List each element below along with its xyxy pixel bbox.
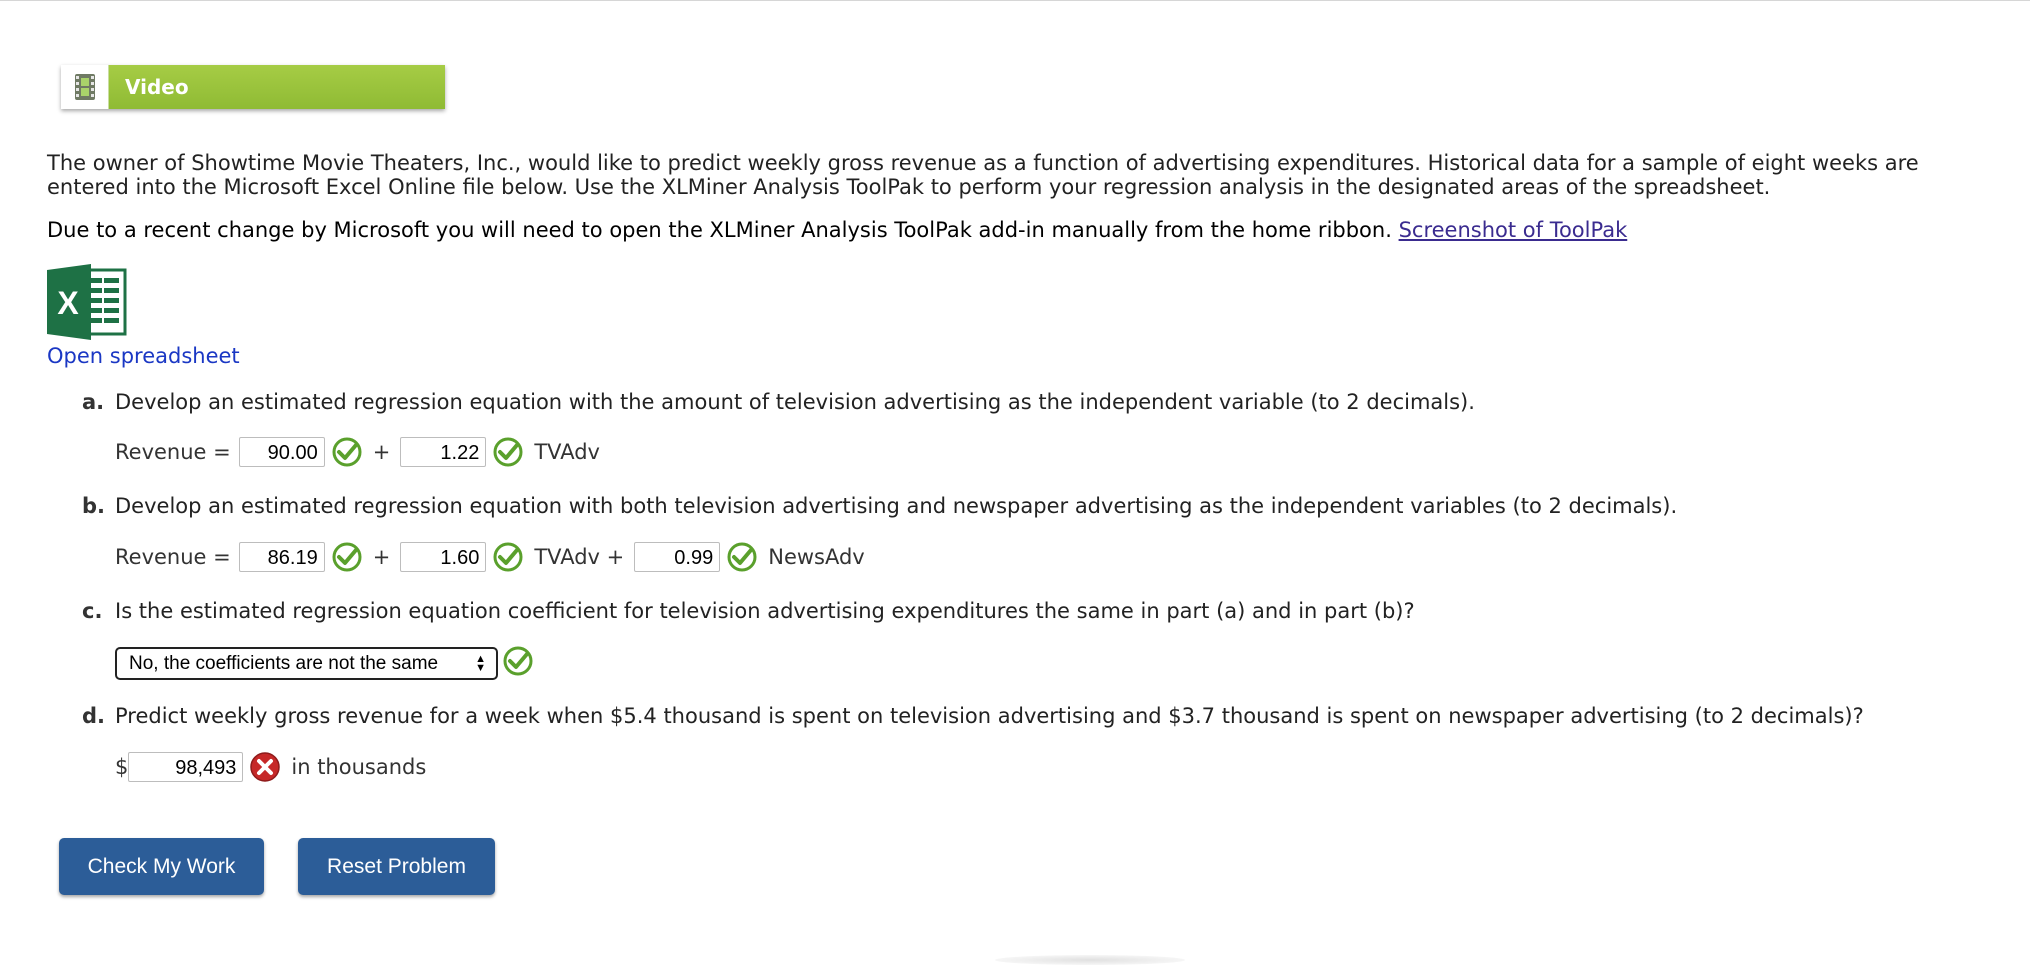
revenue-prediction-input[interactable]: 98,493 xyxy=(128,752,243,782)
select-arrows-icon: ▲ ▼ xyxy=(475,653,486,674)
intercept-b-input[interactable]: 86.19 xyxy=(239,542,325,572)
question-c-letter: c. xyxy=(82,599,103,623)
question-c-text: Is the estimated regression equation coefficient for television advertising expenditures the same in part (a) and in part (b)? xyxy=(115,599,1415,623)
question-b-letter: b. xyxy=(82,494,106,518)
plus-sign: + xyxy=(372,545,391,569)
coefficient-same-select[interactable] xyxy=(115,647,498,680)
question-d-answer xyxy=(115,750,426,784)
tvadv-label-a: TVAdv xyxy=(534,440,600,464)
intercept-a-input[interactable]: 90.00 xyxy=(239,437,325,467)
film-icon xyxy=(61,65,109,109)
correct-check-icon xyxy=(726,541,758,573)
question-a-equation xyxy=(115,435,600,469)
tvadv-coef-a-input[interactable]: 1.22 xyxy=(400,437,486,467)
newsadv-label-b: NewsAdv xyxy=(768,545,865,569)
plus-sign: + xyxy=(372,440,391,464)
question-b-equation xyxy=(115,540,865,574)
question-b-text: Develop an estimated regression equation with both television advertising and newspaper advertising as the independent variables (to 2 decimals). xyxy=(115,494,1678,518)
bottom-shadow xyxy=(995,955,1185,965)
video-label: Video xyxy=(109,65,445,109)
toolpak-screenshot-link[interactable]: Screenshot of ToolPak xyxy=(1398,218,1628,242)
question-a-text: Develop an estimated regression equation with the amount of television advertising as the independent variable (to 2 decimals). xyxy=(115,390,1475,414)
question-d-text: Predict weekly gross revenue for a week when $5.4 thousand is spent on television advertising and $3.7 thousand is spent on newspaper advertising (to 2 decimals)? xyxy=(115,704,1864,728)
select-value: No, the coefficients are not the same xyxy=(129,652,439,674)
tvadv-coef-b-input[interactable]: 1.60 xyxy=(400,542,486,572)
incorrect-x-icon xyxy=(249,751,281,783)
video-button[interactable] xyxy=(61,65,445,109)
revenue-label-a: Revenue = xyxy=(115,440,231,464)
in-thousands-label: in thousands xyxy=(291,755,427,779)
toolpak-note xyxy=(47,218,1987,242)
correct-check-icon xyxy=(492,541,524,573)
check-my-work-button[interactable]: Check My Work xyxy=(59,838,264,895)
reset-problem-button[interactable]: Reset Problem xyxy=(298,838,495,895)
tvadv-label-b: TVAdv + xyxy=(534,545,625,569)
newsadv-coef-b-input[interactable]: 0.99 xyxy=(634,542,720,572)
open-spreadsheet-link[interactable]: Open spreadsheet xyxy=(47,344,240,368)
correct-check-icon xyxy=(331,541,363,573)
correct-check-icon xyxy=(502,645,534,677)
question-a-letter: a. xyxy=(82,390,105,414)
top-divider xyxy=(0,0,2030,1)
question-d-letter: d. xyxy=(82,704,106,728)
excel-icon[interactable] xyxy=(47,264,129,340)
correct-check-icon xyxy=(331,436,363,468)
toolpak-note-text: Due to a recent change by Microsoft you will need to open the XLMiner Analysis ToolPak add-in manually from the home ribbon. xyxy=(47,218,1399,242)
problem-description: The owner of Showtime Movie Theaters, Inc., would like to predict weekly gross revenue as a function of advertising expenditures. Historical data for a sample of eight weeks are entered into the Microsoft Excel Online file below. Use the XLMiner Analysis ToolPak to perform your regression analysis in the designated areas of the spreadsheet. xyxy=(47,151,1919,199)
dollar-sign: $ xyxy=(115,755,129,779)
excel-icon-letter: X xyxy=(57,285,79,321)
revenue-label-b: Revenue = xyxy=(115,545,231,569)
correct-check-icon xyxy=(492,436,524,468)
